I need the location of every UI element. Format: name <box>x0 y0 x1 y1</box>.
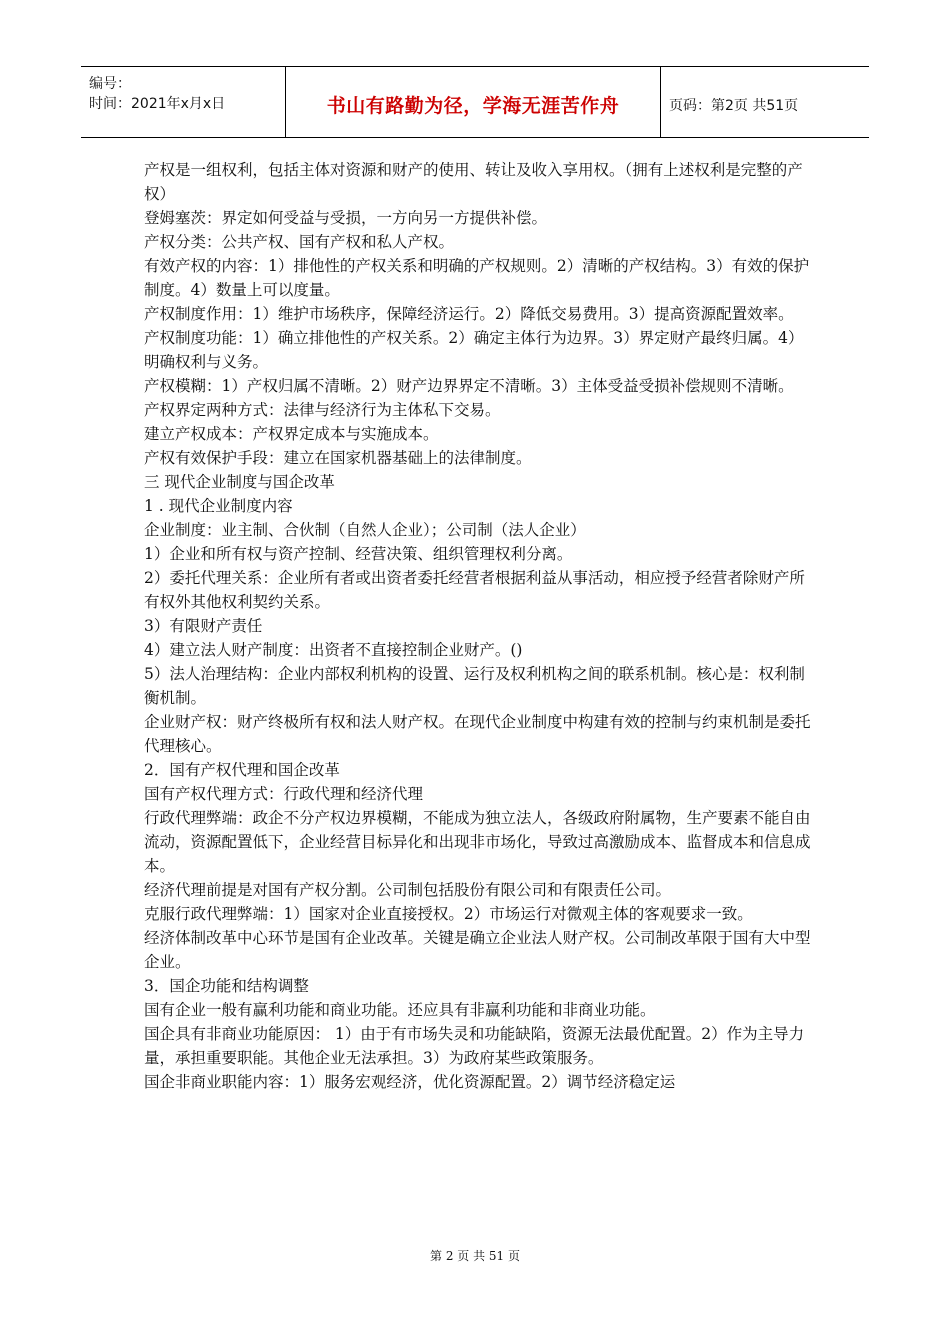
paragraph: 5）法人治理结构：企业内部权利机构的设置、运行及权利机构之间的联系机制。核心是：权利制衡机制。 <box>144 665 805 707</box>
document-number-label: 编号： <box>89 76 131 92</box>
document-body <box>144 158 812 1094</box>
paragraph: 克服行政代理弊端：1）国家对企业直接授权。2）市场运行对微观主体的客观要求一致。 <box>144 905 753 923</box>
paragraph: 产权分类：公共产权、国有产权和私人产权。 <box>144 233 455 251</box>
subsection-heading: 1 . 现代企业制度内容 <box>144 497 293 515</box>
paragraph: 产权有效保护手段：建立在国家机器基础上的法律制度。 <box>144 449 532 467</box>
document-date: 时间：2021年x月x日 <box>89 96 226 112</box>
paragraph: 行政代理弊端：政企不分产权边界模糊，不能成为独立法人，各级政府附属物，生产要素不能自由流动，资源配置低下，企业经营目标异化和出现非市场化，导致过高激励成本、监督成本和信息成本。 <box>144 809 811 875</box>
header-page-number: 页码：第2页 共51页 <box>669 98 799 114</box>
paragraph: 国企具有非商业功能原因： 1）由于有市场失灵和功能缺陷，资源无法最优配置。2）作为主导力量，承担重要职能。其他企业无法承担。3）为政府某些政策服务。 <box>144 1025 805 1067</box>
paragraph: 建立产权成本：产权界定成本与实施成本。 <box>144 425 439 443</box>
paragraph: 企业财产权：财产终极所有权和法人财产权。在现代企业制度中构建有效的控制与约束机制是委托代理核心。 <box>144 713 811 755</box>
paragraph: 产权制度作用：1）维护市场秩序，保障经济运行。2）降低交易费用。3）提高资源配置效率。 <box>144 305 794 323</box>
paragraph: 国有产权代理方式：行政代理和经济代理 <box>144 785 424 803</box>
paragraph: 产权制度功能：1）确立排他性的产权关系。2）确定主体行为边界。3）界定财产最终归属。4）明确权利与义务。 <box>144 329 804 371</box>
paragraph: 国有企业一般有赢利功能和商业功能。还应具有非赢利功能和非商业功能。 <box>144 1001 656 1019</box>
paragraph: 国企非商业职能内容：1）服务宏观经济，优化资源配置。2）调节经济稳定运 <box>144 1073 676 1091</box>
paragraph: 2）委托代理关系：企业所有者或出资者委托经营者根据利益从事活动，相应授予经营者除财产所有权外其他权利契约关系。 <box>144 569 805 611</box>
subsection-heading: 2．国有产权代理和国企改革 <box>144 761 340 779</box>
subsection-heading: 3．国企功能和结构调整 <box>144 977 309 995</box>
paragraph: 经济体制改革中心环节是国有企业改革。关键是确立企业法人财产权。公司制改革限于国有大中型企业。 <box>144 929 811 971</box>
paragraph: 经济代理前提是对国有产权分割。公司制包括股份有限公司和有限责任公司。 <box>144 881 672 899</box>
paragraph: 1）企业和所有权与资产控制、经营决策、组织管理权利分离。 <box>144 545 573 563</box>
paragraph: 登姆塞茨：界定如何受益与受损，一方向另一方提供补偿。 <box>144 209 548 227</box>
paragraph: 有效产权的内容：1）排他性的产权关系和明确的产权规则。2）清晰的产权结构。3）有效的保护制度。4）数量上可以度量。 <box>144 257 810 299</box>
page-header <box>81 66 869 138</box>
paragraph: 产权模糊：1）产权归属不清晰。2）财产边界界定不清晰。3）主体受益受损补偿规则不清晰。 <box>144 377 794 395</box>
header-motto-cell <box>286 67 661 137</box>
paragraph: 企业制度：业主制、合伙制（自然人企业）；公司制（法人企业） <box>144 521 586 539</box>
header-motto: 书山有路勤为径，学海无涯苦作舟 <box>326 95 620 117</box>
header-info-cell <box>81 67 286 137</box>
paragraph: 4）建立法人财产制度：出资者不直接控制企业财产。() <box>144 641 523 659</box>
page-footer: 第 2 页 共 51 页 <box>430 1249 520 1263</box>
paragraph: 产权是一组权利，包括主体对资源和财产的使用、转让及收入享用权。（拥有上述权利是完整的产权） <box>144 161 803 203</box>
header-page-cell <box>661 67 869 137</box>
paragraph: 3）有限财产责任 <box>144 617 263 635</box>
paragraph: 产权界定两种方式：法律与经济行为主体私下交易。 <box>144 401 501 419</box>
section-heading: 三 现代企业制度与国企改革 <box>144 473 335 491</box>
